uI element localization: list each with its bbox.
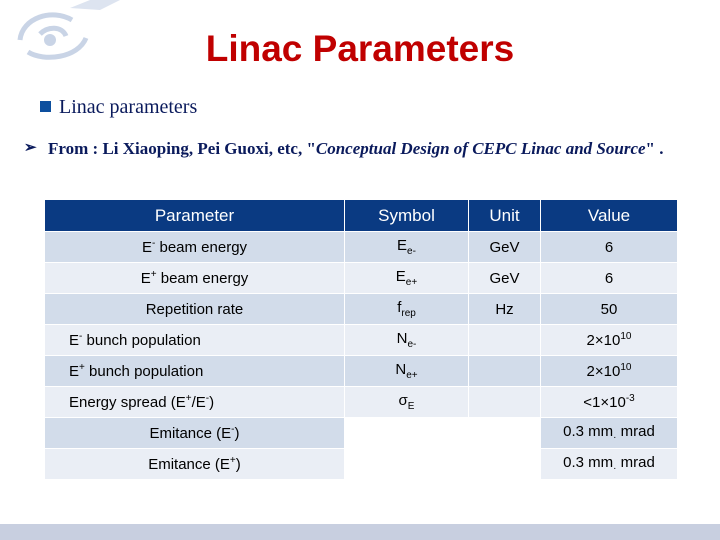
param-cell: Emitance (E+)	[45, 449, 345, 480]
source-title: Conceptual Design of CEPC Linac and Source	[315, 139, 646, 158]
table-row	[45, 418, 678, 449]
value-cell: 6	[541, 232, 678, 263]
symbol-cell: $N_{e+}$	[345, 356, 469, 387]
empty-cell	[345, 418, 541, 449]
arrow-bullet-icon: ➢	[24, 140, 37, 156]
source-citation	[24, 134, 704, 163]
param-cell: Repetition rate	[45, 294, 345, 325]
table-row	[45, 387, 678, 418]
unit-cell	[469, 356, 541, 387]
table-row	[45, 232, 678, 263]
unit-cell	[469, 325, 541, 356]
unit-cell: GeV	[469, 232, 541, 263]
unit-cell	[469, 387, 541, 418]
page-title: Linac Parameters	[205, 28, 515, 69]
section-heading	[40, 96, 197, 119]
value-cell: 0.3 $mm_\cdot$ mrad	[541, 449, 678, 480]
square-bullet-icon	[40, 101, 51, 112]
source-suffix: " .	[645, 139, 664, 158]
footer-bar	[0, 524, 720, 540]
source-prefix: From : Li Xiaoping, Pei Guoxi, etc, "	[48, 139, 316, 158]
value-cell: 0.3 $mm_\cdot$ mrad	[541, 418, 678, 449]
table-row	[45, 449, 678, 480]
param-cell: Energy spread (E+/E-)	[45, 387, 345, 418]
section-label: Linac parameters	[59, 96, 198, 118]
value-cell: $<1\times 10^{-3}$	[541, 387, 678, 418]
symbol-cell: $E_{e-}$	[345, 232, 469, 263]
empty-cell	[345, 449, 541, 480]
unit-cell: GeV	[469, 263, 541, 294]
param-cell: E+ bunch population	[45, 356, 345, 387]
param-cell: E- bunch population	[45, 325, 345, 356]
linac-parameters-table	[44, 199, 678, 480]
header-symbol: Symbol	[345, 200, 469, 232]
symbol-cell: $f_{rep}$	[345, 294, 469, 325]
symbol-cell: $\sigma_E$	[345, 387, 469, 418]
table-row	[45, 263, 678, 294]
param-cell: E- beam energy	[45, 232, 345, 263]
table-row	[45, 294, 678, 325]
param-cell: E+ beam energy	[45, 263, 345, 294]
param-cell: Emitance (E-)	[45, 418, 345, 449]
value-cell: 50	[541, 294, 678, 325]
header-parameter: Parameter	[45, 200, 345, 232]
unit-cell: Hz	[469, 294, 541, 325]
table-header-row	[45, 200, 678, 232]
table-row	[45, 325, 678, 356]
symbol-cell: $N_{e-}$	[345, 325, 469, 356]
value-cell: $2\times 10^{10}$	[541, 325, 678, 356]
header-value: Value	[541, 200, 678, 232]
value-cell: $2\times 10^{10}$	[541, 356, 678, 387]
symbol-cell: $E_{e+}$	[345, 263, 469, 294]
header-unit: Unit	[469, 200, 541, 232]
table-row	[45, 356, 678, 387]
value-cell: 6	[541, 263, 678, 294]
